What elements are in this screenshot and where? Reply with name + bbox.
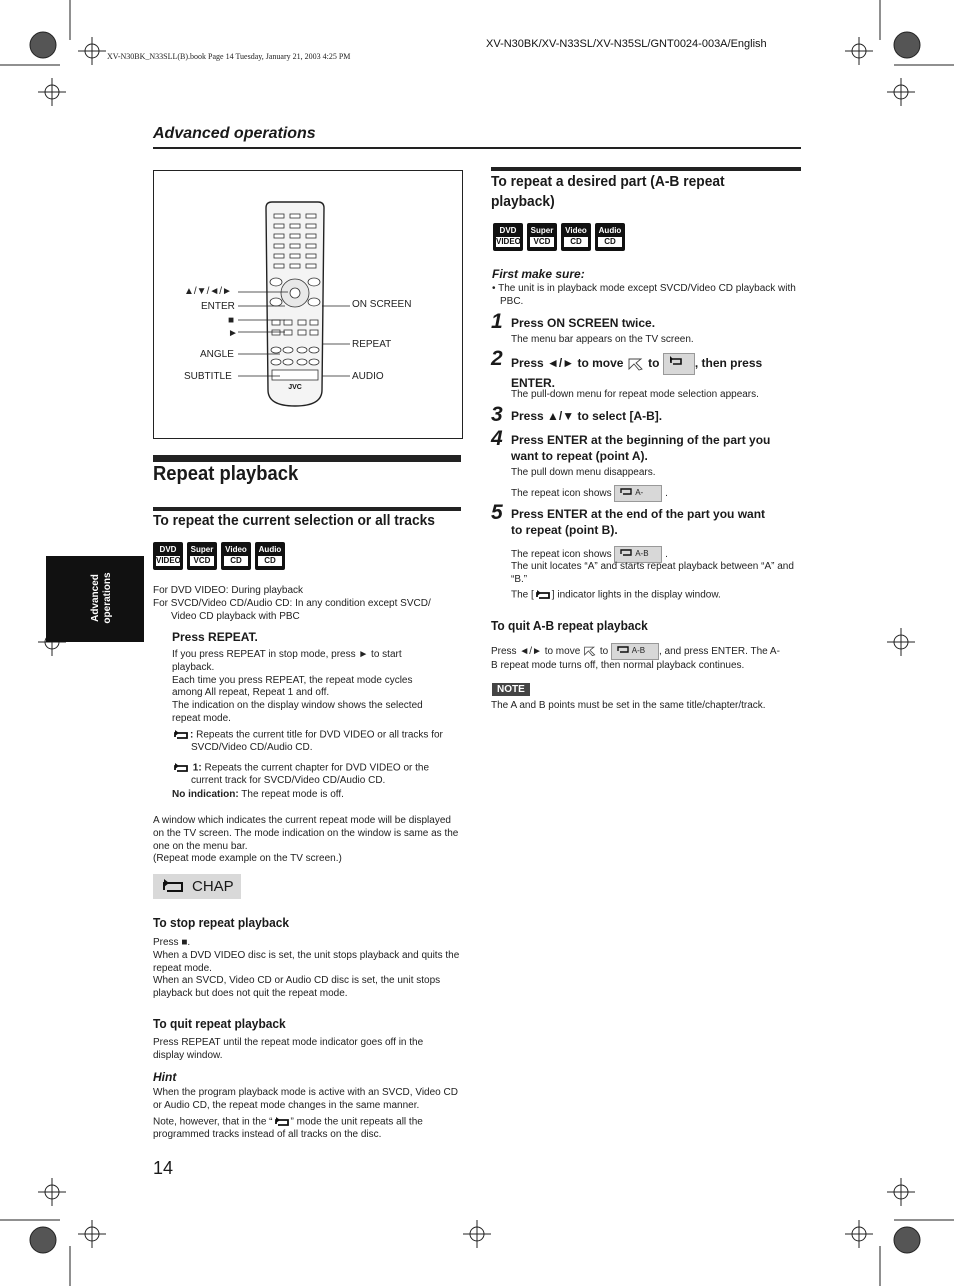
step-4-line-2: want to repeat (point A). [511, 449, 648, 463]
step-4-line-1: Press ENTER at the beginning of the part you [511, 433, 771, 447]
mode-one-label: 1: [192, 762, 202, 774]
step-1-number: 1 [491, 310, 503, 333]
hint-title: Hint [153, 1070, 177, 1084]
osd-text: CHAP [192, 878, 234, 895]
hint-text [153, 1087, 463, 1142]
step-5-text [511, 506, 765, 538]
intro-line-1: For DVD VIDEO: During playback [153, 585, 304, 596]
step-5-sub-2: The unit locates “A” and starts repeat playback between “A” and “B.” [511, 561, 794, 585]
quit-ab-a: Press ◄/► to move [491, 646, 581, 658]
disc-bottom: VCD [530, 237, 554, 247]
remote-brand: JVC [288, 384, 302, 391]
remote-label-play: ► [228, 328, 238, 339]
repeat-icon [160, 878, 186, 895]
step-1-sub: The menu bar appears on the TV screen. [511, 334, 694, 345]
chip-text: A- [635, 488, 644, 497]
side-tab-line1: Advanced [90, 574, 101, 622]
note-text: The A and B points must be set in the same title/chapter/track. [491, 700, 766, 711]
step-3-text: Press ▲/▼ to select [A-B]. [511, 409, 663, 423]
repeat-all-icon [273, 1116, 291, 1128]
window-text: A window which indicates the current repeat mode will be displayed on the TV screen. The mode indication on the window is same as the one on the menu bar. [153, 815, 459, 852]
hint-para-1: When the program playback mode is active with an SVCD, Video CD or Audio CD, the repeat mode changes in the same manner. [153, 1087, 458, 1111]
remote-label-arrows: ▲/▼/◄/► [184, 286, 232, 297]
repeat-menu-icon [663, 353, 695, 375]
repeat-icon [619, 548, 633, 556]
no-indication-label: No indication: [172, 789, 239, 800]
no-indication-text: The repeat mode is off. [238, 789, 344, 800]
remote-label-on-screen: ON SCREEN [352, 299, 412, 310]
note-badge: NOTE [492, 683, 530, 696]
disc-bottom: CD [564, 237, 588, 247]
quit-ab-text [491, 643, 803, 673]
ab-status-chip [611, 643, 659, 660]
step-5-sub-3a: The [ [511, 589, 534, 601]
window-example: (Repeat mode example on the TV screen.) [153, 853, 342, 865]
step-4-sub-2: The repeat icon shows A- . [511, 485, 668, 502]
quit-ab-b: to [599, 646, 609, 658]
hint-para-2a: Note, however, that in the “ [153, 1116, 273, 1128]
subtitle-bar [153, 507, 461, 511]
intro-line-2: For SVCD/Video CD/Audio CD: In any condition except SVCD/ [153, 597, 431, 609]
disc-bottom: VIDEO [156, 556, 181, 565]
disc-top: Audio [598, 226, 622, 235]
stop-repeat-text [153, 937, 463, 1001]
ab-title-line-2: playback) [491, 193, 555, 210]
disc-top: DVD [499, 226, 517, 235]
disc-top: Video [225, 545, 247, 554]
ab-status-chip [614, 485, 662, 502]
step-5-number: 5 [491, 501, 503, 524]
svcd-icon [527, 223, 557, 251]
disc-top: Audio [258, 545, 282, 554]
page-title: Repeat playback [153, 463, 299, 485]
remote-label-subtitle: SUBTITLE [184, 371, 232, 382]
repeat-para-1: If you press REPEAT in stop mode, press ► to start playback. [172, 649, 402, 673]
side-tab-label [90, 568, 114, 628]
disc-bottom: CD [258, 556, 282, 566]
step-2-number: 2 [491, 347, 503, 370]
repeat-all-icon [172, 729, 190, 741]
audio-cd-icon [255, 542, 285, 570]
stop-line-2: When a DVD VIDEO disc is set, the unit stops playback and quits the repeat mode. [153, 949, 460, 974]
stop-line-1: Press ■. [153, 937, 191, 948]
step-3-number: 3 [491, 403, 503, 426]
ab-title-line-1: To repeat a desired part (A-B repeat [491, 173, 725, 190]
repeat-icon [668, 356, 684, 366]
section-title: Advanced operations [153, 125, 316, 142]
disc-top: Super [530, 226, 554, 235]
quit-repeat-title: To quit repeat playback [153, 1016, 286, 1031]
mode-all-sep: : [190, 729, 194, 741]
disc-bottom: VCD [190, 556, 214, 566]
stop-line-3: When an SVCD, Video CD or Audio CD disc is set, the unit stops playback but does not quit the repeat mode. [153, 975, 441, 1000]
ab-repeat-title [491, 172, 725, 212]
quit-ab-title: To quit A-B repeat playback [491, 618, 648, 633]
remote-label-enter: ENTER [201, 301, 235, 312]
disc-top: Video [565, 226, 587, 235]
step-4-sub-2-text: The repeat icon shows [511, 488, 612, 500]
cursor-icon [627, 357, 645, 371]
title-bar [153, 455, 461, 462]
side-tab-line2: operations [102, 572, 113, 624]
mode-all-text: Repeats the current title for DVD VIDEO or all tracks for SVCD/Video CD/Audio CD. [191, 729, 443, 754]
intro-block [153, 585, 463, 623]
disc-bottom: CD [224, 556, 248, 566]
step-4-number: 4 [491, 427, 503, 450]
step-5-sub-1-text: The repeat icon shows [511, 549, 612, 561]
step-2-text-a: Press ◄/► to move [511, 356, 624, 371]
remote-leader-lines [230, 280, 370, 390]
disc-bottom: CD [598, 237, 622, 247]
disc-bottom: VIDEO [496, 237, 521, 246]
mode-all-entry [172, 729, 457, 755]
step-5-line-2: to repeat (point B). [511, 523, 618, 537]
repeat-para-2: Each time you press REPEAT, the repeat mode cycles among All repeat, Repeat 1 and off. [172, 674, 413, 699]
mode-one-text: Repeats the current chapter for DVD VIDEO or the current track for SVCD/Video CD/Audio CD. [191, 762, 430, 787]
side-tab [46, 556, 144, 642]
stop-repeat-title: To stop repeat playback [153, 915, 290, 930]
model-line: XV-N30BK/XV-N33SL/XV-N35SL/GNT0024-003A/English [486, 38, 767, 50]
disc-top: DVD [159, 545, 177, 554]
step-4-text [511, 432, 770, 464]
step-5-line-1: Press ENTER at the end of the part you want [511, 507, 766, 521]
step-4-sub-1: The pull down menu disappears. [511, 467, 656, 478]
no-indication-entry [172, 789, 344, 802]
video-cd-icon [221, 542, 251, 570]
quit-ab-d: B repeat mode turns off, then normal playback continues. [491, 659, 745, 671]
first-make-sure: First make sure: [492, 267, 585, 281]
chip-text: A-B [631, 646, 646, 655]
step-2-text-b: to [648, 356, 660, 371]
step-2-text [511, 353, 806, 391]
right-title-bar [491, 167, 801, 171]
repeat-para-3: The indication on the display window shows the selected repeat mode. [172, 700, 423, 724]
hint-para-2b: ” mode the unit repeats all the programmed tracks instead of all tracks on the disc. [153, 1116, 423, 1141]
svcd-icon [187, 542, 217, 570]
repeat-one-icon [172, 762, 190, 774]
first-make-sure-bullet: • The unit is in playback mode except SVCD/Video CD playback with PBC. [492, 283, 796, 307]
step-2-text-c: , then press [694, 356, 763, 371]
remote-label-audio: AUDIO [352, 371, 384, 382]
book-info-line: XV-N30BK_N33SLL(B).book Page 14 Tuesday, January 21, 2003 4:25 PM [107, 52, 351, 61]
remote-label-repeat: REPEAT [352, 339, 392, 350]
disc-top: Super [190, 545, 214, 554]
step-2-sub: The pull-down menu for repeat mode selection appears. [511, 389, 759, 400]
dvd-video-icon [493, 223, 523, 251]
osd-repeat-example [153, 874, 241, 899]
remote-label-angle: ANGLE [200, 349, 234, 360]
page-number: 14 [153, 1158, 174, 1178]
intro-line-3: Video CD playback with PBC [171, 610, 300, 622]
disc-icons-left [153, 542, 289, 570]
video-cd-icon [561, 223, 591, 251]
remote-label-stop: ■ [228, 315, 235, 326]
step-5-sub-1: The repeat icon shows A-B . [511, 546, 668, 563]
audio-cd-icon [595, 223, 625, 251]
step-2-text-d: ENTER. [511, 376, 556, 390]
press-repeat-heading: Press REPEAT. [172, 630, 258, 644]
chip-text: A-B [635, 549, 649, 558]
mode-one-entry [172, 762, 457, 788]
cursor-icon [583, 645, 597, 657]
quit-repeat-text: Press REPEAT until the repeat mode indicator goes off in the display window. [153, 1037, 424, 1061]
disc-icons-right [493, 223, 629, 251]
window-paragraph [153, 815, 461, 866]
step-5-sub-3b: ] indicator lights in the display window. [551, 589, 721, 601]
header-rule [153, 147, 801, 149]
repeat-description [172, 649, 437, 726]
subsection-title: To repeat the current selection or all tracks [153, 512, 435, 529]
repeat-icon [534, 589, 552, 601]
repeat-icon [619, 487, 633, 495]
repeat-icon [616, 645, 630, 653]
step-1-text: Press ON SCREEN twice. [511, 316, 656, 330]
quit-ab-c: , and press ENTER. The A- [658, 646, 780, 658]
dvd-video-icon [153, 542, 183, 570]
step-5-sub-3 [511, 589, 721, 602]
